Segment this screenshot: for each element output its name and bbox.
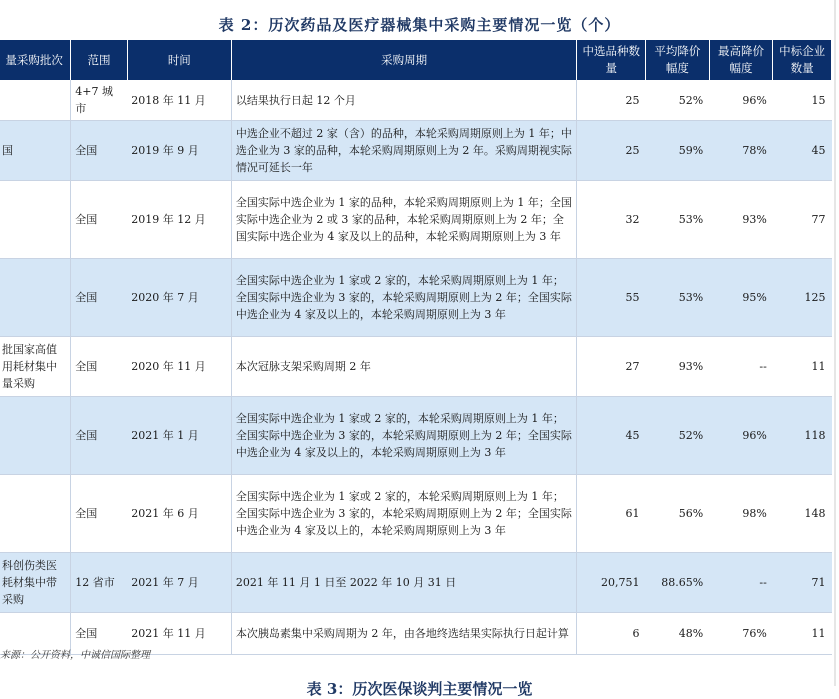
table-row	[0, 337, 832, 397]
cell-scope: 全国	[71, 337, 128, 397]
cell-winner-count: 11	[773, 613, 832, 655]
cell-scope: 全国	[71, 613, 128, 655]
cell-selected-count: 32	[577, 181, 646, 259]
cell-batch	[0, 259, 71, 337]
cell-selected-count: 20,751	[577, 553, 646, 613]
cell-max-price-drop: 96%	[709, 80, 773, 121]
cell-batch	[0, 80, 71, 121]
cell-cycle: 本次冠脉支架采购周期 2 年	[231, 337, 577, 397]
cell-avg-price-drop: 88.65%	[646, 553, 710, 613]
cell-batch	[0, 397, 71, 475]
cell-avg-price-drop: 53%	[646, 259, 710, 337]
table-row	[0, 80, 832, 121]
procurement-table	[0, 40, 832, 655]
cell-cycle: 全国实际中选企业为 1 家或 2 家的，本轮采购周期原则上为 1 年；全国实际中选企业为 3 家的，本轮采购周期原则上为 2 年；全国实际中选企业为 4 家及以上的，本轮采购周期原则上为 3 年	[231, 397, 577, 475]
cell-scope: 全国	[71, 397, 128, 475]
cell-scope: 4+7 城市	[71, 80, 128, 121]
page-edge-rule	[834, 0, 836, 686]
cell-max-price-drop: 95%	[709, 259, 773, 337]
cell-time: 2020 年 11 月	[127, 337, 231, 397]
cell-max-price-drop: 96%	[709, 397, 773, 475]
source-note: 来源：公开资料，中诚信国际整理	[0, 650, 150, 661]
cell-scope: 全国	[71, 475, 128, 553]
cell-max-price-drop: 78%	[709, 121, 773, 181]
cell-winner-count: 71	[773, 553, 832, 613]
cell-cycle: 中选企业不超过 2 家（含）的品种，本轮采购周期原则上为 1 年；中选企业为 3 家的品种，本轮采购周期原则上为 2 年。采购周期视实际情况可延长一年	[231, 121, 577, 181]
next-table-title: 表 3：历次医保谈判主要情况一览	[306, 680, 533, 698]
procurement-table-container	[0, 40, 832, 655]
cell-avg-price-drop: 56%	[646, 475, 710, 553]
cell-avg-price-drop: 52%	[646, 80, 710, 121]
cell-selected-count: 25	[577, 80, 646, 121]
cell-selected-count: 25	[577, 121, 646, 181]
cell-batch: 批国家高值用耗材集中量采购	[0, 337, 71, 397]
cell-winner-count: 15	[773, 80, 832, 121]
cell-batch	[0, 475, 71, 553]
table-row	[0, 475, 832, 553]
cell-batch: 科创伤类医耗材集中带采购	[0, 553, 71, 613]
header-batch: 量采购批次	[0, 40, 71, 80]
cell-time: 2021 年 1 月	[127, 397, 231, 475]
table-row	[0, 181, 832, 259]
cell-avg-price-drop: 52%	[646, 397, 710, 475]
cell-cycle: 全国实际中选企业为 1 家或 2 家的，本轮采购周期原则上为 1 年；全国实际中选企业为 3 家的，本轮采购周期原则上为 2 年；全国实际中选企业为 4 家及以上的，本轮采购周期原则上为 3 年	[231, 475, 577, 553]
cell-winner-count: 77	[773, 181, 832, 259]
cell-max-price-drop: 98%	[709, 475, 773, 553]
cell-max-price-drop: 93%	[709, 181, 773, 259]
header-cycle: 采购周期	[231, 40, 577, 80]
cell-cycle: 本次胰岛素集中采购周期为 2 年，由各地终选结果实际执行日起计算	[231, 613, 577, 655]
table-row	[0, 121, 832, 181]
cell-avg-price-drop: 59%	[646, 121, 710, 181]
cell-time: 2021 年 7 月	[127, 553, 231, 613]
cell-scope: 全国	[71, 181, 128, 259]
cell-scope: 全国	[71, 259, 128, 337]
cell-time: 2021 年 6 月	[127, 475, 231, 553]
cell-selected-count: 27	[577, 337, 646, 397]
cell-selected-count: 61	[577, 475, 646, 553]
cell-winner-count: 148	[773, 475, 832, 553]
cell-time: 2019 年 12 月	[127, 181, 231, 259]
cell-cycle: 2021 年 11 月 1 日至 2022 年 10 月 31 日	[231, 553, 577, 613]
cell-time: 2021 年 11 月	[127, 613, 231, 655]
cell-cycle: 以结果执行日起 12 个月	[231, 80, 577, 121]
table-row	[0, 553, 832, 613]
cell-time: 2020 年 7 月	[127, 259, 231, 337]
table-row	[0, 259, 832, 337]
cell-selected-count: 6	[577, 613, 646, 655]
cell-cycle: 全国实际中选企业为 1 家的品种，本轮采购周期原则上为 1 年；全国实际中选企业为 2 或 3 家的品种，本轮采购周期原则上为 2 年；全国实际中选企业为 4 家及以上的品种，本轮采购周期原则上为 3 年	[231, 181, 577, 259]
cell-winner-count: 45	[773, 121, 832, 181]
cell-avg-price-drop: 48%	[646, 613, 710, 655]
cell-max-price-drop: --	[709, 553, 773, 613]
cell-time: 2019 年 9 月	[127, 121, 231, 181]
cell-time: 2018 年 11 月	[127, 80, 231, 121]
cell-batch	[0, 181, 71, 259]
cell-batch: 国	[0, 121, 71, 181]
cell-scope: 12 省市	[71, 553, 128, 613]
cell-winner-count: 11	[773, 337, 832, 397]
header-selected-count: 中选品种数量	[577, 40, 646, 80]
cell-winner-count: 125	[773, 259, 832, 337]
cell-max-price-drop: 76%	[709, 613, 773, 655]
header-time: 时间	[127, 40, 231, 80]
cell-avg-price-drop: 93%	[646, 337, 710, 397]
cell-cycle: 全国实际中选企业为 1 家或 2 家的，本轮采购周期原则上为 1 年；全国实际中选企业为 3 家的，本轮采购周期原则上为 2 年；全国实际中选企业为 4 家及以上的，本轮采购周期原则上为 3 年	[231, 259, 577, 337]
header-avg-price-drop: 平均降价幅度	[646, 40, 710, 80]
table-header-row	[0, 40, 832, 80]
header-scope: 范围	[71, 40, 128, 80]
cell-scope: 全国	[71, 121, 128, 181]
header-winner-count: 中标企业数量	[773, 40, 832, 80]
header-max-price-drop: 最高降价幅度	[709, 40, 773, 80]
cell-winner-count: 118	[773, 397, 832, 475]
table-title: 表 2：历次药品及医疗器械集中采购主要情况一览（个）	[218, 16, 621, 34]
cell-selected-count: 55	[577, 259, 646, 337]
table-row	[0, 397, 832, 475]
cell-max-price-drop: --	[709, 337, 773, 397]
cell-selected-count: 45	[577, 397, 646, 475]
cell-avg-price-drop: 53%	[646, 181, 710, 259]
